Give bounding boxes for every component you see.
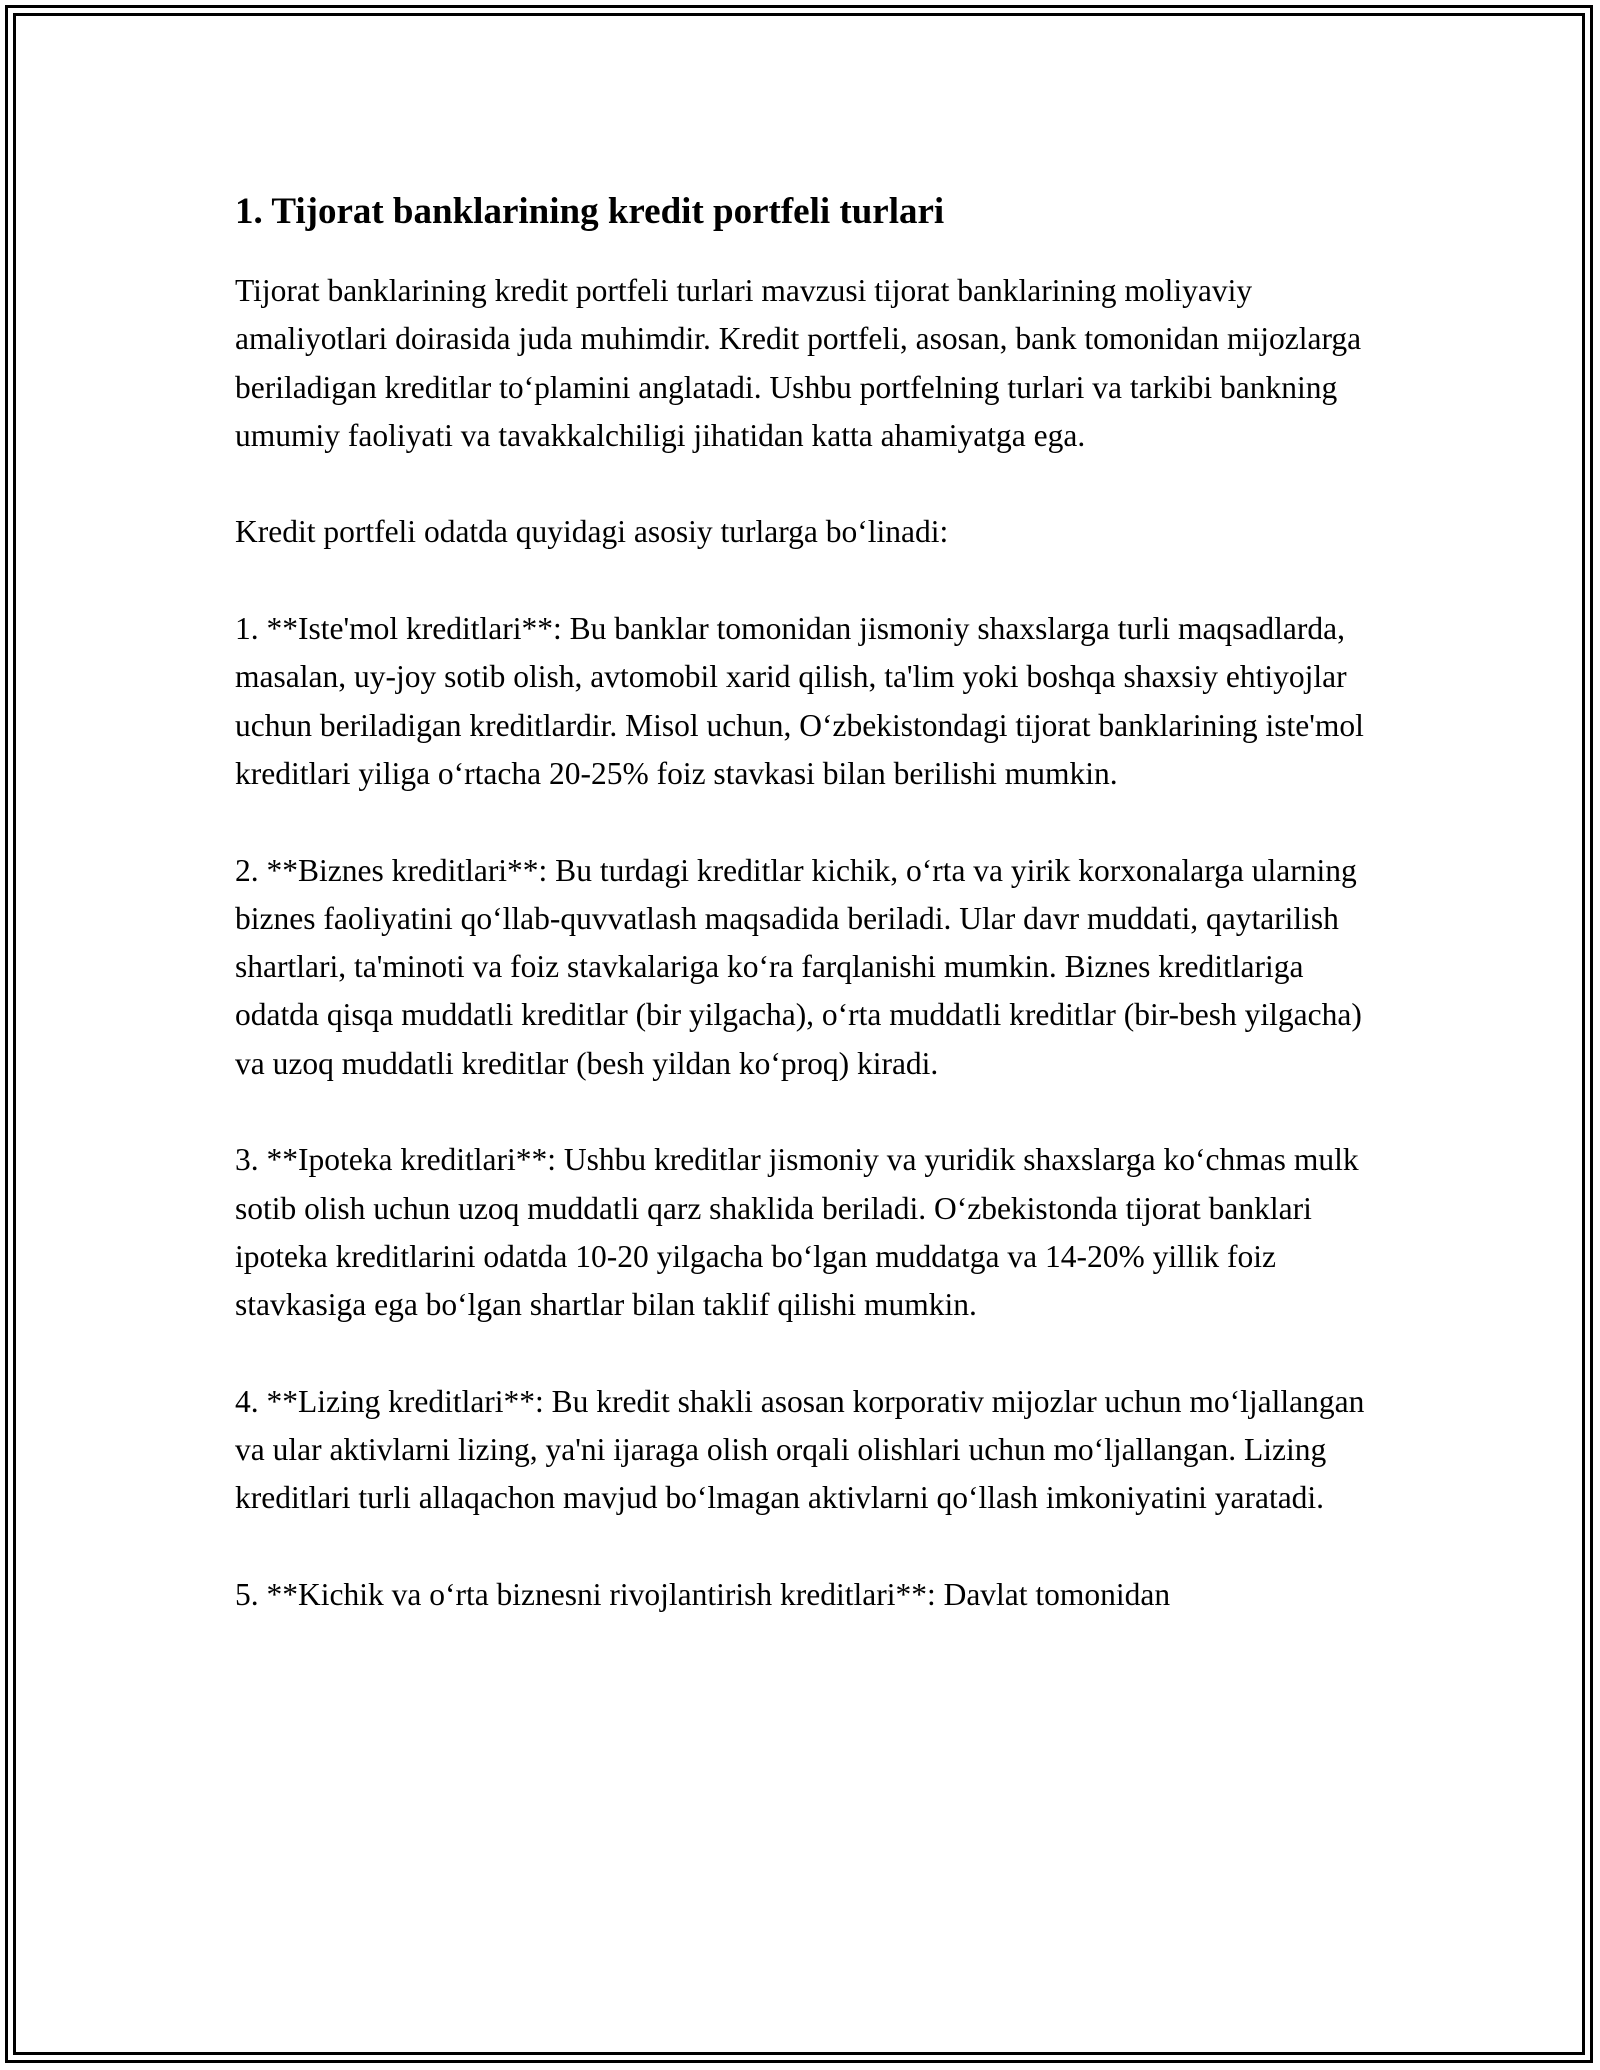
types-intro-paragraph: Kredit portfeli odatda quyidagi asosiy turlarga bo‘linadi:	[235, 514, 949, 550]
consumer-credit-paragraph: 1. **Iste'mol kreditlari**: Bu banklar tomonidan jismoniy shaxslarga turli maqsadlarda, masalan, uy-joy sotib olish, avtomobil xarid qilish, ta'lim yoki boshqa shaxsiy ehtiyojlar uchun beriladigan kreditlardir. Misol uchun, O‘zbekistondagi tijorat banklarining iste'mol kreditlari yiliga o‘rtacha 20-25% foiz stavkasi bilan berilishi mumkin.	[235, 611, 1364, 791]
mortgage-credit-paragraph: 3. **Ipoteka kreditlari**: Ushbu kreditlar jismoniy va yuridik shaxslarga ko‘chmas mulk sotib olish uchun uzoq muddatli qarz shaklida beriladi. O‘zbekistonda tijorat banklari ipoteka kreditlarini odatda 10-20 yilgacha bo‘lgan muddatga va 14-20% yillik foiz stavkasiga ega bo‘lgan shartlar bilan taklif qilishi mumkin.	[235, 1142, 1359, 1323]
leasing-credit-paragraph: 4. **Lizing kreditlari**: Bu kredit shakli asosan korporativ mijozlar uchun mo‘ljallangan va ular aktivlarni lizing, ya'ni ijaraga olish orqali olishlari uchun mo‘ljallangan. Lizing kreditlari turli allaqachon mavjud bo‘lmagan aktivlarni qo‘llash imkoniyatini yaratadi.	[235, 1383, 1365, 1516]
sme-credit-paragraph: 5. **Kichik va o‘rta biznesni rivojlantirish kreditlari**: Davlat tomonidan	[235, 1577, 1171, 1613]
intro-paragraph: Tijorat banklarining kredit portfeli turlari mavzusi tijorat banklarining moliyaviy amaliyotlari doirasida juda muhimdir. Kredit portfeli, asosan, bank tomonidan mijozlarga beriladigan kreditlar to‘plamini anglatadi. Ushbu portfelning turlari va tarkibi bankning umumiy faoliyati va tavakkalchiligi jihatidan katta ahamiyatga ega.	[235, 273, 1362, 453]
business-credit-paragraph: 2. **Biznes kreditlari**: Bu turdagi kreditlar kichik, o‘rta va yirik korxonalarga ularning biznes faoliyatini qo‘llab-quvvatlash maqsadida beriladi. Ular davr muddati, qaytarilish shartlari, ta'minoti va foiz stavkalariga ko‘ra farqlanishi mumkin. Biznes kreditlariga odatda qisqa muddatli kreditlar (bir yilgacha), o‘rta muddatli kreditlar (bir-besh yilgacha) va uzoq muddatli kreditlar (besh yildan ko‘proq) kiradi.	[235, 852, 1362, 1081]
page-title: 1. Tijorat banklarining kredit portfeli turlari	[235, 191, 945, 232]
document-body	[235, 185, 1375, 1619]
